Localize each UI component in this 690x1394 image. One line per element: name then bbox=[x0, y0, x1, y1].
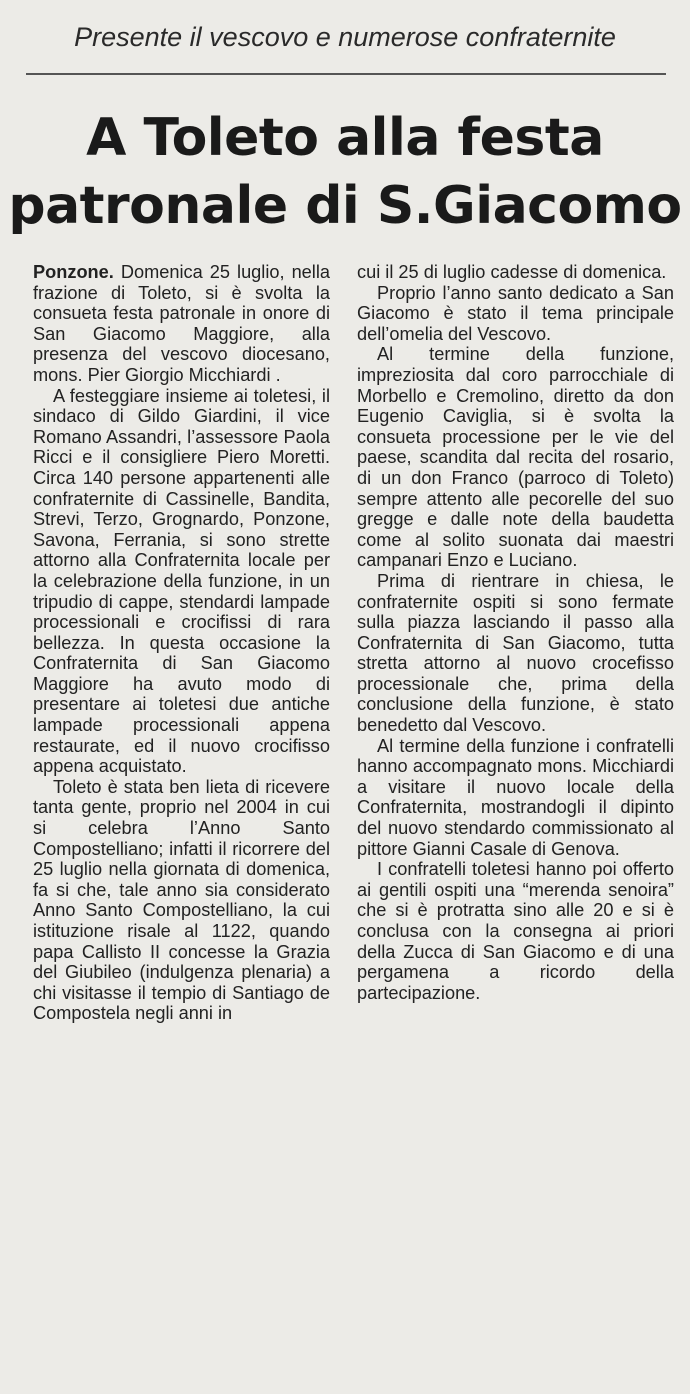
headline-line-2: patronale di S.Giacomo bbox=[8, 176, 682, 236]
article-paragraph: cui il 25 di luglio cadesse di domenica. bbox=[357, 262, 667, 282]
article-paragraph bbox=[33, 262, 330, 386]
article-paragraph: I confratelli toletesi hanno poi offerto ai gentili ospiti una “merenda senoira” che si è protratta sino alle 20 e si è conclusa con la consegna ai priori della Zucca di San Giacomo e di una pergamena a ricordo della partecipazione. bbox=[357, 859, 674, 1003]
article-paragraph: Al termine della funzione, impreziosita dal coro parrocchiale di Morbello e Cremolino, diretto da don Eugenio Caviglia, si è svolta la consueta processione per le vie del paese, scandita dal recita del rosario, di un don Franco (parroco di Toleto) sempre attento alle pecorelle del suo gregge e dalle note della baudetta come al solito suonata dai maestri campanari Enzo e Luciano. bbox=[357, 344, 674, 571]
article-paragraph: Proprio l’anno santo dedicato a San Giacomo è stato il tema principale dell’omelia del Vescovo. bbox=[357, 282, 674, 344]
article-paragraph: Al termine della funzione i confratelli hanno accompagnato mons. Micchiardi a visitare il nuovo locale della Confraternita, mostrandogli il dipinto del nuovo stendardo commissionato al pittore Gianni Casale di Genova. bbox=[357, 735, 674, 859]
article-kicker: Presente il vescovo e numerose confraternite bbox=[74, 22, 616, 52]
article-headline bbox=[0, 104, 690, 240]
article-left-column bbox=[33, 262, 330, 1024]
paragraph-text: Domenica 25 luglio, nella frazione di Toleto, si è svolta la consueta festa patronale in onore di San Giacomo Maggiore, alla presenza del vescovo diocesano, mons. Pier Giorgio Micchiardi . bbox=[33, 262, 330, 385]
headline-line-1: A Toleto alla festa bbox=[86, 108, 604, 168]
article-paragraph: Toleto è stata ben lieta di ricevere tanta gente, proprio nel 2004 in cui si celebra l’Anno Santo Compostelliano; infatti il ricorrere del 25 luglio nella giornata di domenica, fa si che, tale anno sia considerato Anno Santo Compostelliano, la cui istituzione risale al 1122, quando papa Callisto II concesse la Grazia del Giubileo (indulgenza plenaria) a chi visitasse il tempio di Santiago de Compostela negli anni in bbox=[33, 776, 330, 1024]
article-right-column bbox=[357, 262, 674, 1003]
article-paragraph: Prima di rientrare in chiesa, le confraternite ospiti si sono fermate sulla piazza lasciando il passo alla Confraternita di San Giacomo, tutta stretta attorno al nuovo crocefisso processionale che, prima della conclusione della funzione, è stato benedetto dal Vescovo. bbox=[357, 570, 674, 736]
article-dateline: Ponzone. bbox=[33, 262, 114, 282]
kicker-divider bbox=[26, 73, 666, 75]
article-paragraph: A festeggiare insieme ai toletesi, il sindaco di Gildo Giardini, il vice Romano Assandri, l’assessore Paola Ricci e il consigliere Piero Moretti. Circa 140 persone appartenenti alle confraternite di Cassinelle, Bandita, Strevi, Terzo, Grognardo, Ponzone, Savona, Ferrania, si sono strette attorno alla Confraternita locale per la celebrazione della funzione, in un tripudio di cappe, stendardi lampade processionali e crocifissi di rara bellezza. In questa occasione la Confraternita di San Giacomo Maggiore ha avuto modo di presentare ai toletesi due antiche lampade processionali appena restaurate, ed il nuovo crocifisso appena acquistato. bbox=[33, 385, 330, 777]
